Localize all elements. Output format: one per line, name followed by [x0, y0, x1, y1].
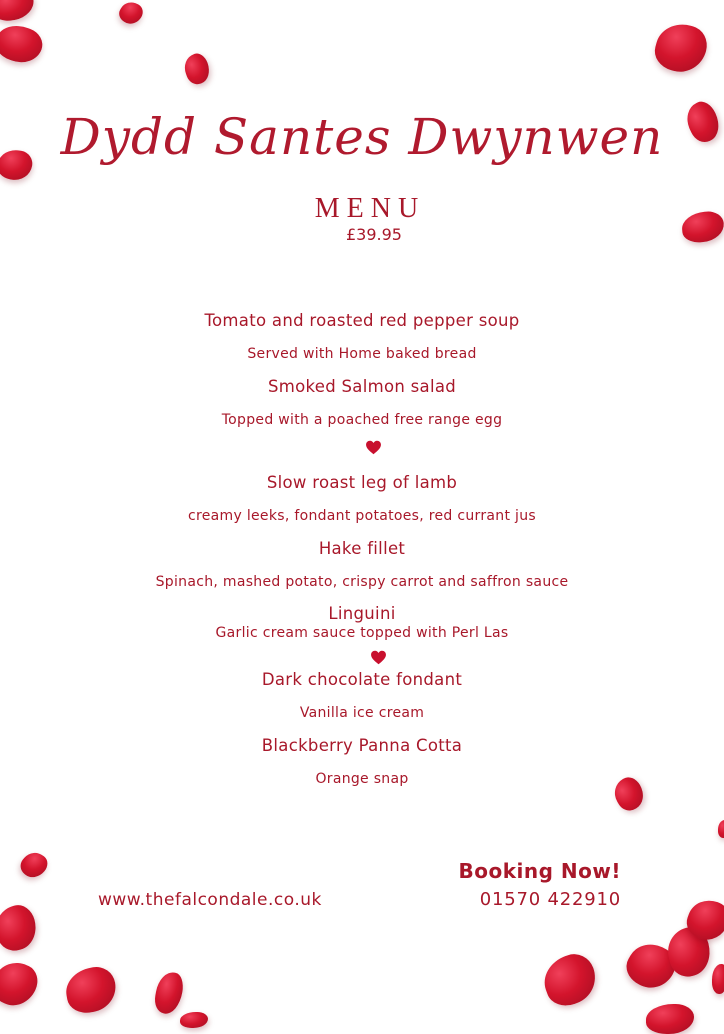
main-3-dish: Linguini — [328, 604, 396, 623]
rose-petal — [16, 847, 51, 882]
heart-icon — [365, 439, 382, 456]
rose-petal — [116, 0, 146, 28]
phone-number[interactable]: 01570 422910 — [479, 889, 621, 910]
main-1-desc: creamy leeks, fondant potatoes, red currant jus — [188, 508, 536, 524]
rose-petal — [537, 949, 602, 1012]
menu-price: £39.95 — [346, 225, 402, 244]
booking-label: Booking Now! — [458, 859, 621, 883]
menu-heading: MENU — [314, 193, 426, 224]
main-2-dish: Hake fillet — [318, 539, 406, 558]
rose-petal — [0, 0, 36, 23]
rose-petal — [0, 19, 47, 69]
rose-petal — [646, 1004, 694, 1034]
rose-petal — [63, 964, 120, 1016]
starter-1-dish: Tomato and roasted red pepper soup — [204, 311, 520, 330]
website-link[interactable]: www.thefalcondale.co.uk — [98, 890, 322, 910]
rose-petal — [180, 1012, 208, 1028]
starter-2-dish: Smoked Salmon salad — [267, 377, 457, 396]
rose-petal — [0, 955, 43, 1013]
main-3-desc: Garlic cream sauce topped with Perl Las — [215, 625, 509, 641]
page-title: Dydd Santes Dwynwen — [60, 108, 664, 166]
heart-icon — [370, 649, 387, 666]
rose-petal — [181, 51, 214, 87]
rose-petal — [651, 18, 712, 77]
main-1-dish: Slow roast leg of lamb — [266, 473, 458, 492]
dessert-1-dish: Dark chocolate fondant — [261, 670, 463, 689]
dessert-2-desc: Orange snap — [315, 771, 409, 787]
dessert-2-dish: Blackberry Panna Cotta — [261, 736, 463, 755]
starter-1-desc: Served with Home baked bread — [247, 346, 477, 362]
dessert-1-desc: Vanilla ice cream — [299, 705, 425, 721]
rose-petal — [718, 820, 724, 838]
rose-petal — [712, 964, 724, 994]
rose-petal — [153, 970, 186, 1016]
main-2-desc: Spinach, mashed potato, crispy carrot and saffron sauce — [155, 574, 569, 590]
rose-petal — [0, 902, 41, 955]
starter-2-desc: Topped with a poached free range egg — [221, 412, 503, 428]
